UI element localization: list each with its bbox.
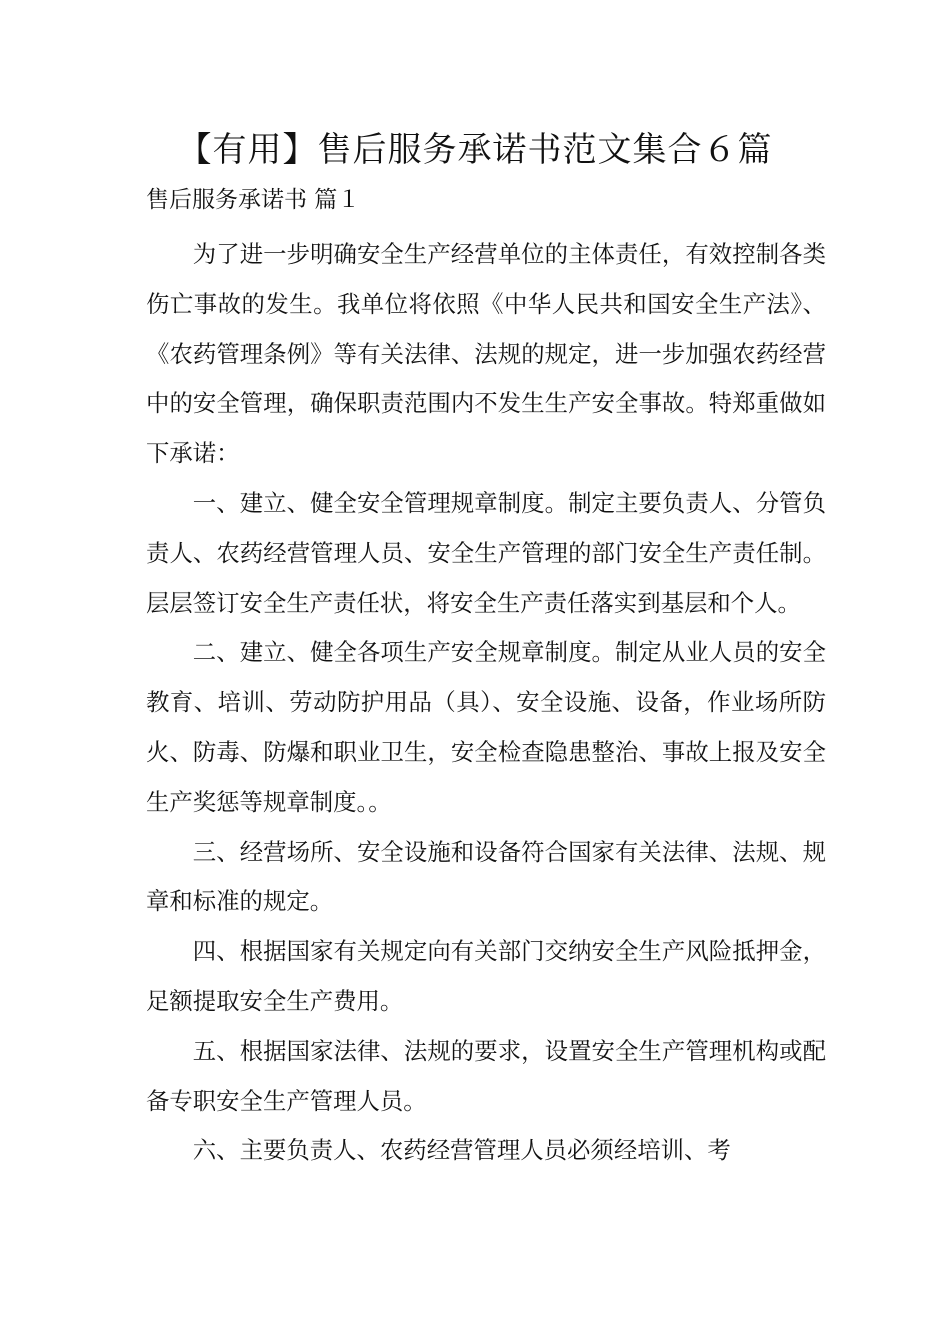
paragraph-item-5: 五、根据国家法律、法规的要求，设置安全生产管理机构或配备专职安全生产管理人员。 [146, 1036, 826, 1115]
section-heading: 售后服务承诺书 篇１ [146, 187, 361, 213]
paragraph-intro: 为了进一步明确安全生产经营单位的主体责任，有效控制各类伤亡事故的发生。我单位将依照《中华人民共和国安全生产法》、《农药管理条例》等有关法律、法规的规定，进一步加强农药经营中的安全管理，确保职责范围内不发生生产安全事故。特郑重做如下承诺： [146, 240, 826, 468]
paragraph-item-4: 四、根据国家有关规定向有关部门交纳安全生产风险抵押金，足额提取安全生产费用。 [146, 937, 826, 1015]
document-title: 【有用】售后服务承诺书范文集合６篇 [177, 130, 773, 170]
paragraph-item-2: 二、建立、健全各项生产安全规章制度。制定从业人员的安全教育、培训、劳动防护用品（具）、安全设施、设备，作业场所防火、防毒、防爆和职业卫生，安全检查隐患整治、事故上报及安全生产奖惩等规章制度。。 [146, 638, 826, 816]
paragraph-item-1: 一、建立、健全安全管理规章制度。制定主要负责人、分管负责人、农药经营管理人员、安全生产管理的部门安全生产责任制。层层签订安全生产责任状，将安全生产责任落实到基层和个人。 [146, 488, 826, 617]
body-text [146, 230, 826, 1176]
paragraph-item-6: 六、主要负责人、农药经营管理人员必须经培训、考 [192, 1136, 731, 1165]
paragraph-item-3: 三、经营场所、安全设施和设备符合国家有关法律、法规、规章和标准的规定。 [146, 837, 826, 916]
